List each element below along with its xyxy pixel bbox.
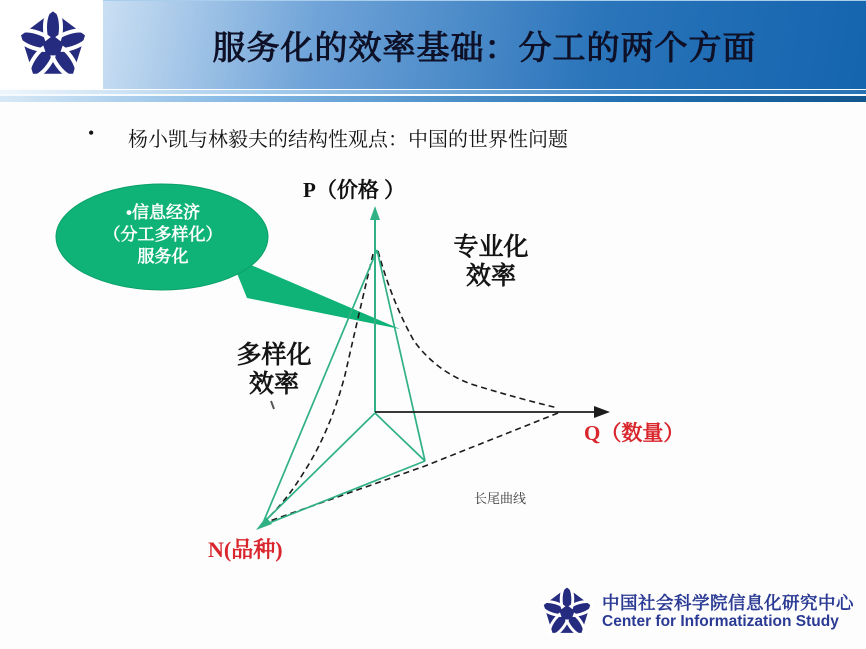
specialization-line1: 专业化 <box>453 233 529 261</box>
footer-pentagon-logo-icon <box>538 583 596 641</box>
footer-text <box>602 593 854 631</box>
bubble-text <box>72 202 254 268</box>
edge-peak-to-mid <box>377 250 425 461</box>
q-axis <box>375 406 610 418</box>
specialization-efficiency-label <box>443 233 539 291</box>
footer-org-english: Center for Informatization Study <box>602 613 839 631</box>
edge-origin-to-mid <box>375 413 425 461</box>
long-tail-curve-label: 长尾曲线 <box>474 491 527 506</box>
stray-tick-mark <box>271 401 274 409</box>
footer-branding <box>538 581 858 643</box>
edge-mid-to-n <box>264 461 425 525</box>
q-axis-label: Q（数量） <box>584 421 685 445</box>
bullet-marker: • <box>88 123 95 143</box>
bubble-line-2: （分工多样化） <box>103 225 223 244</box>
diversification-line2: 效率 <box>248 370 299 398</box>
p-axis-label: P（价格 ） <box>303 178 406 202</box>
bullet-text: 杨小凯与林毅夫的结构性观点：中国的世界性问题 <box>128 129 568 151</box>
diversification-efficiency-label <box>226 341 322 399</box>
bubble-line-3: 服务化 <box>137 247 189 266</box>
n-axis <box>256 413 375 530</box>
p-axis <box>370 206 380 412</box>
bubble-line-1: •信息经济 <box>126 203 200 222</box>
n-axis-label: N(品种) <box>208 537 283 562</box>
specialization-line2: 效率 <box>465 262 516 290</box>
slide-title: 服务化的效率基础：分工的两个方面 <box>212 28 757 66</box>
p-axis-arrowhead-icon <box>370 206 380 220</box>
diversification-line1: 多样化 <box>236 341 312 369</box>
footer-org-chinese: 中国社会科学院信息化研究中心 <box>602 593 854 614</box>
